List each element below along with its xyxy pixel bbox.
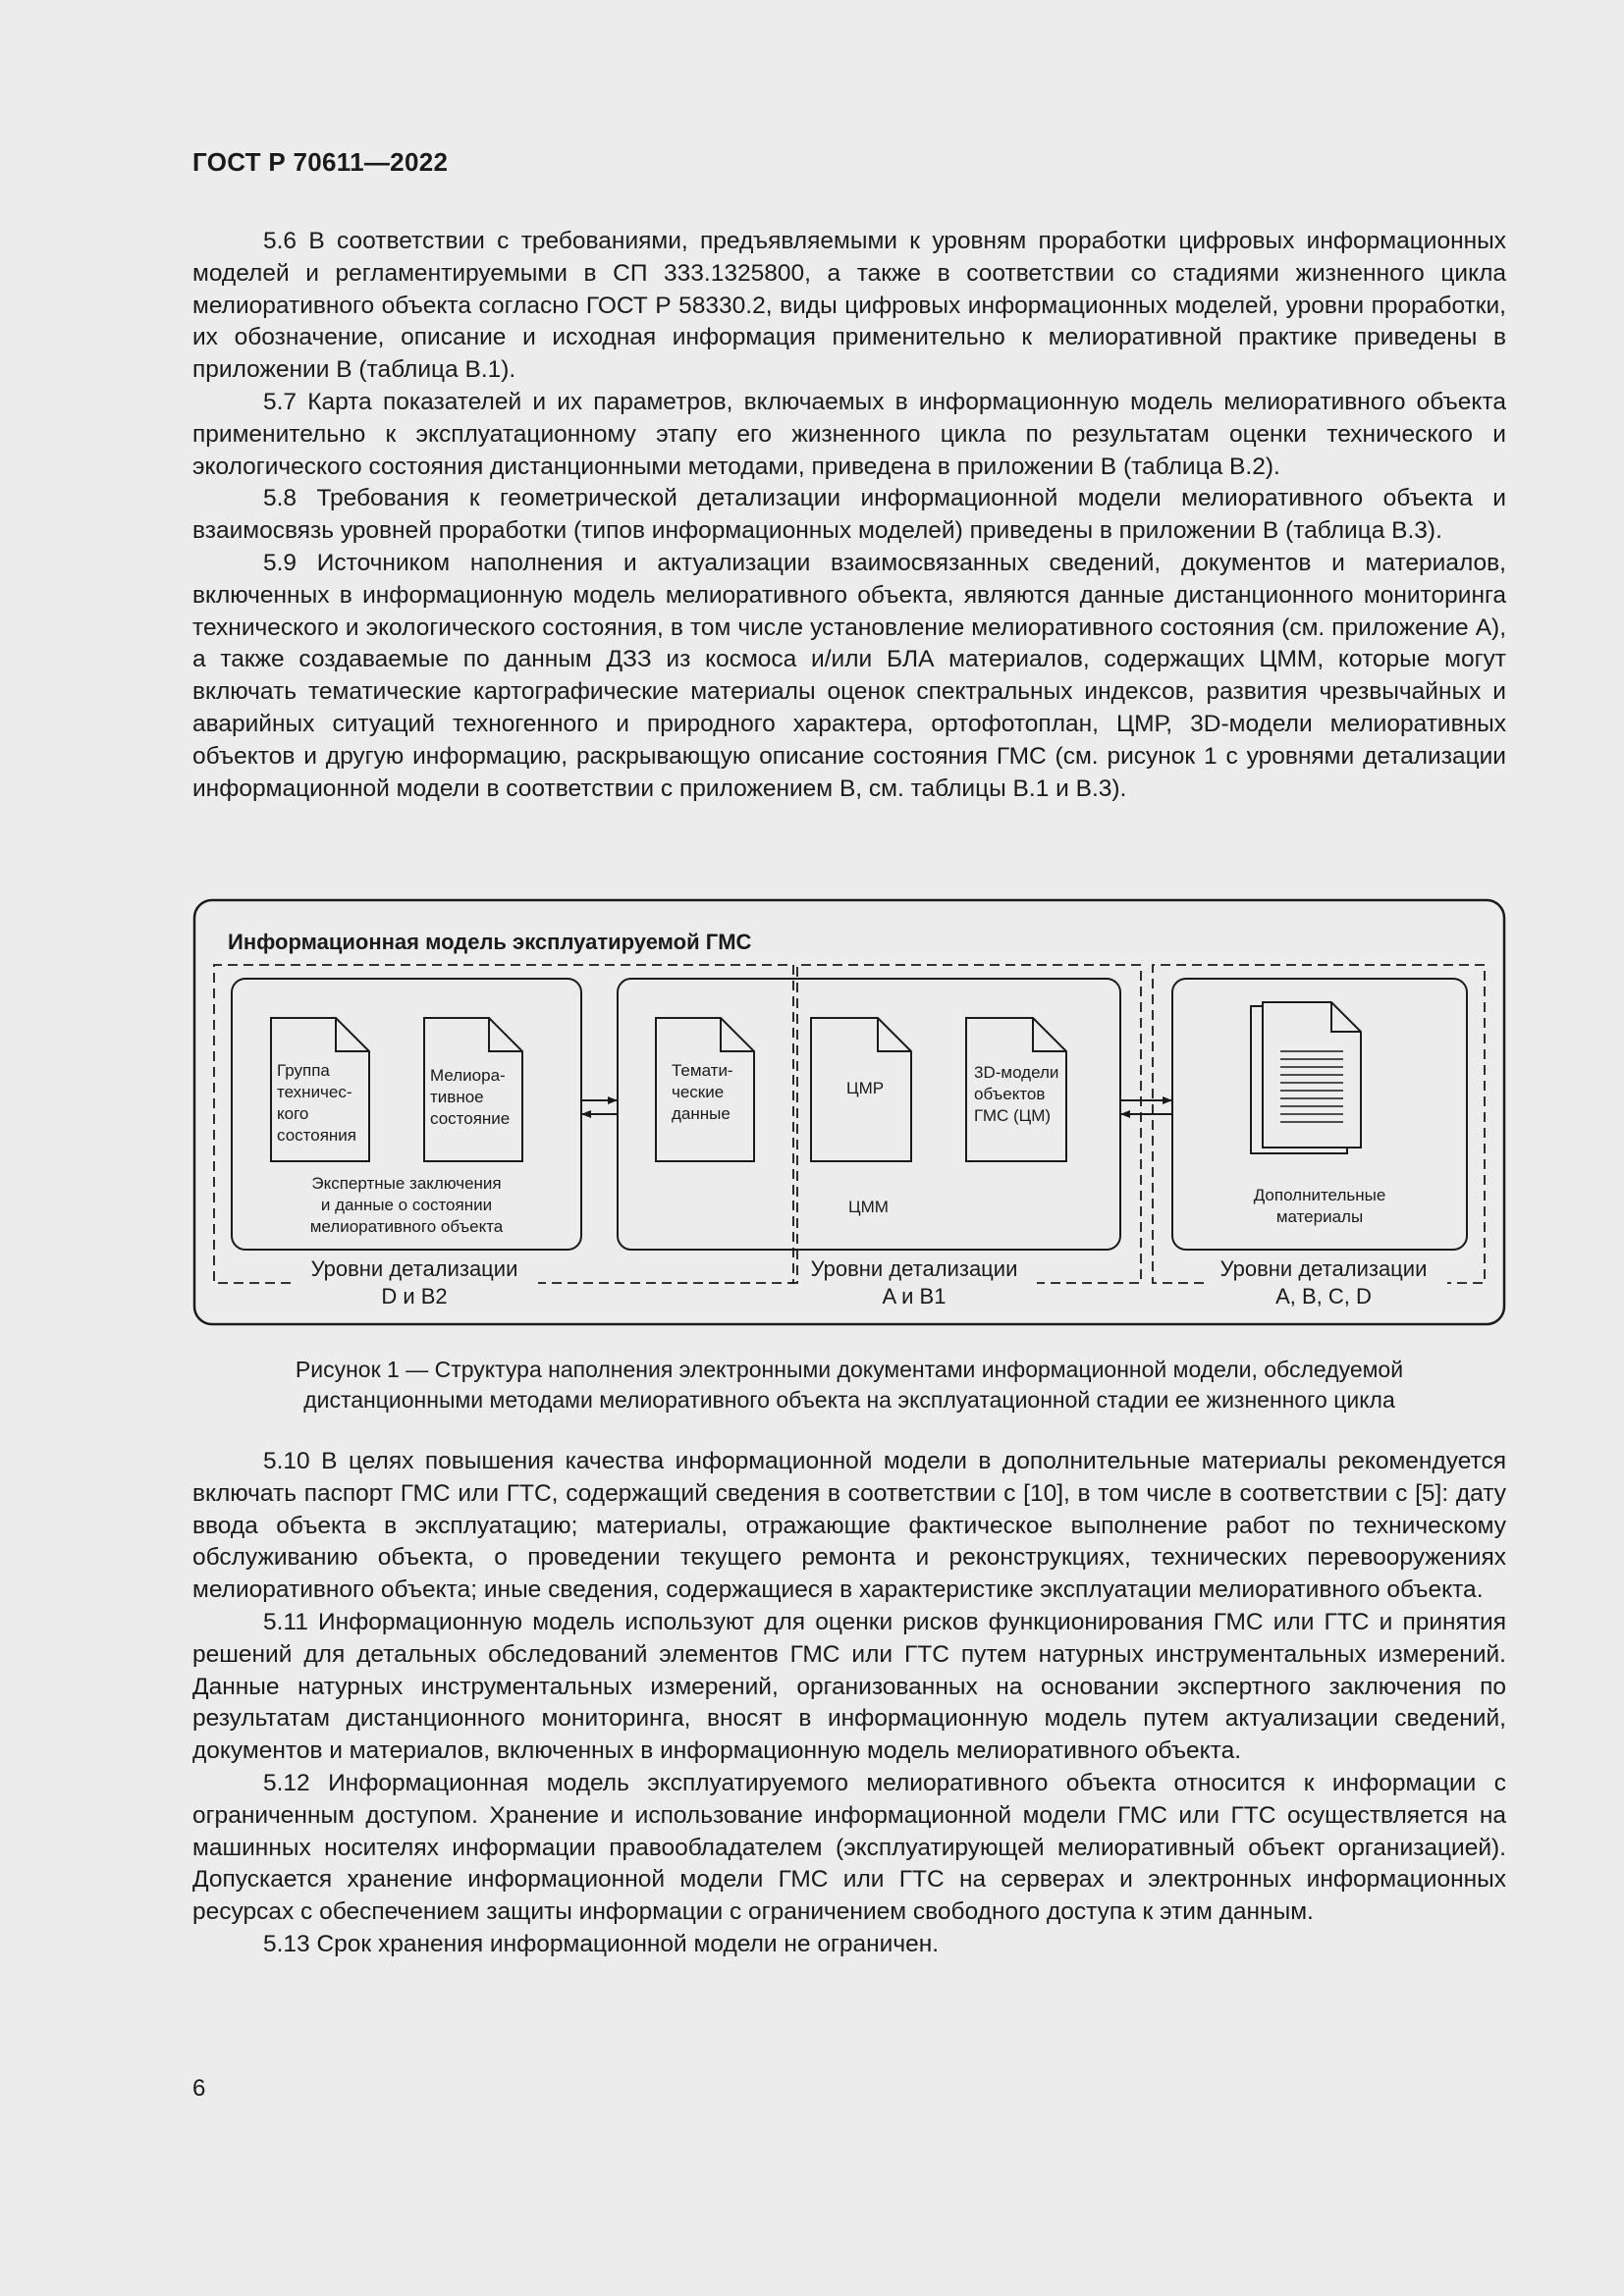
doc-group-label-3: кого	[277, 1104, 309, 1123]
doc-thematic-label-1: Темати-	[672, 1061, 733, 1080]
figure-1	[192, 898, 1506, 1326]
level-3-label-1: Уровни детализации	[1219, 1256, 1428, 1281]
doc-group-label-1: Группа	[277, 1061, 330, 1080]
doc-melio-label-3: состояние	[430, 1109, 511, 1128]
paragraph-5-11: 5.11 Информационную модель используют для оценки рисков функционирования ГМС или ГТС и принятия решений для детальных обследований элементов ГМС или ГТС путем натурных инструментальных измерений. Данные натурных инструментальных измерений, организованных на основании экспертного заключения по результатам дистанционного мониторинга, вносят в информационную модель путем актуализации сведений, документов и материалов, включенных в информационную модель мелиоративного объекта.	[192, 1608, 1506, 1765]
body-text-bottom	[192, 1446, 1506, 1961]
level-1-label-2: D и B2	[381, 1284, 448, 1308]
paragraph-5-7: 5.7 Карта показателей и их параметров, включаемых в информационную модель мелиоративного объекта применительно к эксплуатационному этапу его жизненного цикла по результатам оценки технического и экологического состояния дистанционными методами, приведена в приложении В (таблица В.2).	[192, 388, 1506, 480]
expert-label-1: Экспертные заключения	[311, 1174, 502, 1193]
doc-melio-label-1: Мелиора-	[430, 1066, 506, 1085]
expert-label-3: мелиоративного объекта	[309, 1217, 504, 1236]
level-1-label-1: Уровни детализации	[310, 1256, 518, 1281]
caption-line-1: Рисунок 1 — Структура наполнения электронными документами информационной модели, обследуемой	[295, 1357, 1404, 1382]
extra-label-1: Дополнительные	[1253, 1186, 1386, 1204]
dtm-label: ЦММ	[848, 1198, 889, 1216]
doc-thematic-label-3: данные	[672, 1104, 731, 1123]
level-3-label-2: A, B, C, D	[1275, 1284, 1372, 1308]
figure-diagram	[192, 898, 1506, 1326]
doc-melio-label-2: тивное	[430, 1088, 484, 1106]
doc-group-label-2: техничес-	[277, 1083, 352, 1101]
doc-3d-label-1: 3D-модели	[974, 1063, 1059, 1082]
paragraph-5-10: 5.10 В целях повышения качества информационной модели в дополнительные материалы рекомендуется включать паспорт ГМС или ГТС, содержащий сведения в соответствии с [10], в том числе в соответствии с [5]: дату ввода объекта в эксплуатацию; материалы, отражающие фактическое выполнение работ по техническому обслуживанию объекта, о проведении текущего ремонта и реконструкциях, технических перевооружениях мелиоративного объекта; иные сведения, содержащиеся в характеристике эксплуатации мелиоративного объекта.	[192, 1448, 1506, 1604]
paragraph-5-12: 5.12 Информационная модель эксплуатируемого мелиоративного объекта относится к информации с ограниченным доступом. Хранение и использование информационной модели ГМС или ГТС осуществляется на машинных носителях информации правообладателем (эксплуатирующей мелиоративный объект организацией). Допускается хранение информационной модели ГМС или ГТС на серверах и электронных информационных ресурсах с обеспечением защиты информации с ограничением свободного доступа к этим данным.	[192, 1769, 1506, 1926]
paragraph-5-13: 5.13 Срок хранения информационной модели не ограничен.	[263, 1930, 940, 1957]
stacked-docs-icon	[1251, 1002, 1361, 1153]
caption-line-2: дистанционными методами мелиоративного объекта на эксплуатационной стадии ее жизненного цикла	[303, 1387, 1395, 1413]
document-header: ГОСТ Р 70611—2022	[192, 147, 449, 177]
level-2-label-1: Уровни детализации	[810, 1256, 1018, 1281]
figure-title: Информационная модель эксплуатируемой ГМС	[228, 930, 752, 954]
expert-label-2: и данные о состоянии	[320, 1196, 493, 1214]
doc-3d-label-2: объектов	[974, 1085, 1046, 1103]
doc-group-label-4: состояния	[277, 1126, 356, 1145]
doc-thematic-label-2: ческие	[672, 1083, 725, 1101]
doc-dem-label: ЦМР	[846, 1079, 885, 1097]
paragraph-5-9: 5.9 Источником наполнения и актуализации взаимосвязанных сведений, документов и материалов, включенных в информационную модель мелиоративного объекта, являются данные дистанционного мониторинга технического и экологического состояния, в том числе установление мелиоративного состояния (см. приложение А), а также создаваемые по данным ДЗЗ из космоса и/или БЛА материалов, содержащих ЦММ, которые могут включать тематические картографические материалы оценок спектральных индексов, развития чрезвычайных и аварийных ситуаций техногенного и природного характера, ортофотоплан, ЦМР, 3D-модели мелиоративных объектов и другую информацию, раскрывающую описание состояния ГМС (см. рисунок 1 с уровнями детализации информационной модели в соответствии с приложением В, см. таблицы В.1 и В.3).	[192, 549, 1506, 802]
paragraph-5-6: 5.6 В соответствии с требованиями, предъявляемыми к уровням проработки цифровых информационных моделей и регламентируемыми в СП 333.1325800, а также в соответствии со стадиями жизненного цикла мелиоративного объекта согласно ГОСТ Р 58330.2, виды цифровых информационных моделей, уровни проработки, их обозначение, описание и исходная информация применительно к мелиоративной практике приведены в приложении В (таблица В.1).	[192, 228, 1506, 384]
doc-3d-label-3: ГМС (ЦМ)	[974, 1106, 1052, 1125]
figure-caption	[192, 1355, 1506, 1415]
paragraph-5-8: 5.8 Требования к геометрической детализации информационной модели мелиоративного объекта и взаимосвязь уровней проработки (типов информационных моделей) приведены в приложении В (таблица В.3).	[192, 485, 1506, 545]
level-2-label-2: A и B1	[882, 1284, 947, 1308]
extra-label-2: материалы	[1275, 1207, 1364, 1226]
page-number: 6	[192, 2075, 206, 2102]
body-text-top	[192, 226, 1506, 805]
